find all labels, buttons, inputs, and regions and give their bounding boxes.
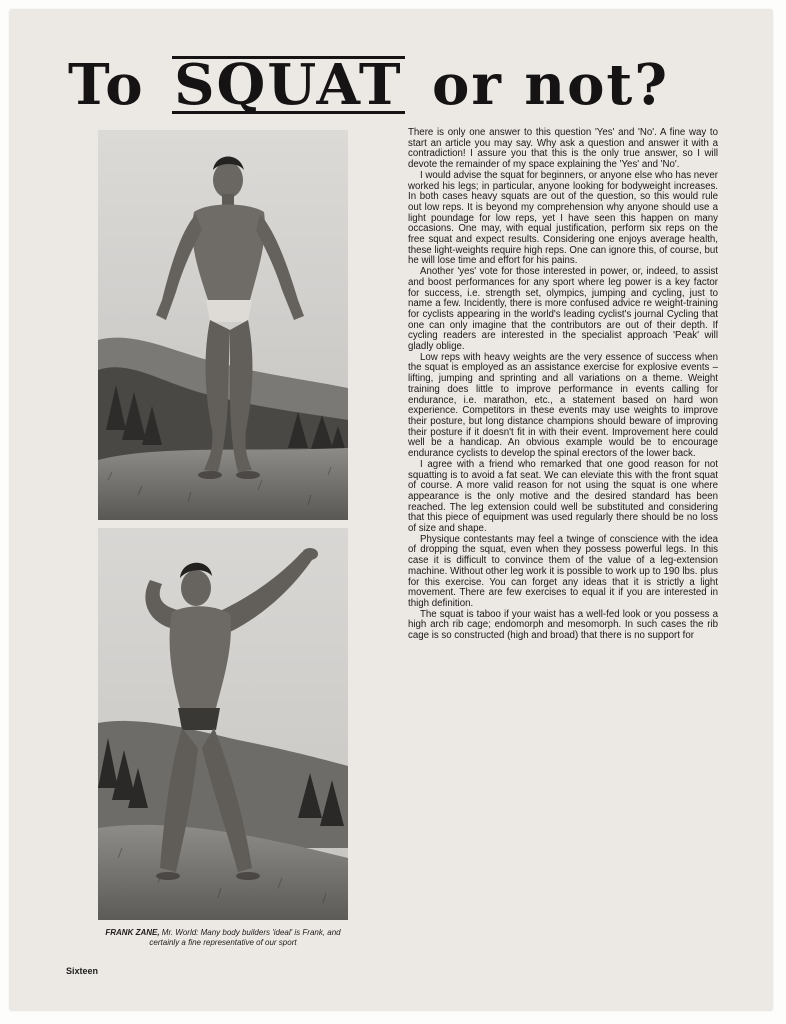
title-word-to: To: [68, 52, 145, 118]
photo-arm-flex-pose: [98, 528, 348, 920]
article-paragraph: There is only one answer to this question 'Yes' and 'No'. A fine way to start an article you may say. Why ask a question and answer it with a contradiction! I assure you that this is the only true answer, so I will devote the remainder of my space explaining the 'Yes' and 'No'.: [408, 127, 718, 171]
caption-text: Mr. World: Many body builders 'ideal' is Frank, and certainly a fine representative of our sport: [149, 928, 341, 947]
article-paragraph: Another 'yes' vote for those interested in power, or, indeed, to assist and boost performances for any sport where leg power is a key factor for success, i.e. strength set, olympics, jumping and cycling, just to name a few. Incidently, there is more confused advice re weight-training for cyclists appearing in the world's leading cyclist's journal Cycling that one can only imagine that the contributors are out of their depth. If cycling readers are interested in the specialist approach 'Peak' will gladly oblige.: [408, 266, 718, 353]
caption-name: FRANK ZANE,: [105, 928, 160, 937]
article-paragraph: Low reps with heavy weights are the very essence of success when the squat is employed as an assistance exercise for explosive events – lifting, jumping and sprinting and all variations on a theme. Weight training does little to improve performance in events calling for endurance, i.e. marathon, etc., a statement based on hard won experience. Competitors in these events may use weights to improve their posture, but long distance champions should beware of improving their posture if it doesn't fit in with their event. Improvement here could well be a handicap. An obvious example would be to encourage endurance cyclists to develop the spinal erectors of the lower back.: [408, 351, 718, 460]
magazine-page: [10, 10, 772, 1010]
photo-front-pose: [98, 130, 348, 520]
bodybuilder-front-pose-image: [98, 130, 348, 520]
article-body: [408, 128, 718, 642]
article-paragraph: I agree with a friend who remarked that one good reason for not squatting is to avoid a fat seat. We can eleviate this with the front squat of course. A more valid reason for not using the squat is one where appearance is the only motive and the desired standard has been reached. The leg extension could well be substituted and considering that this piece of equipment was used regularly there should be no loss of size and shape.: [408, 458, 718, 535]
title-word-squat: SQUAT: [174, 52, 403, 118]
photo-caption: [92, 928, 354, 948]
article-paragraph: I would advise the squat for beginners, or anyone else who has never worked his legs; in particular, anyone looking for bodyweight increases. In both cases heavy squats are out of the question, so this would rule out low reps. It is beyond my comprehension why anyone should use a light poundage for low reps, yet I have seen this happen on many occasions. One may, with equal justification, perform six reps on the free squat and expect results. Considering one enjoys average health, these light-weights require high reps. One can ignore this, of course, but he will lose time and effort for his pains.: [408, 169, 718, 267]
page-title: [68, 54, 669, 116]
page-number: Sixteen: [66, 966, 99, 976]
bodybuilder-arm-flex-pose-image: [98, 528, 348, 920]
title-word-or-not: or not?: [432, 52, 670, 118]
article-paragraph: The squat is taboo if your waist has a well-fed look or you possess a high arch rib cage; endomorph and mesomorph. In such cases the rib cage is so constructed (high and broad) that there is no support for: [408, 608, 718, 642]
article-paragraph: Physique contestants may feel a twinge of conscience with the idea of dropping the squat, even when they possess powerful legs. In this case it is difficult to convince them of the value of a leg-extension machine. Without other leg work it is possible to work up to 190 lbs. plus for this exercise. You can forget any ideas that it is strictly a light movement. There are few exercises to equal it if you are interested in thigh definition.: [408, 533, 718, 609]
